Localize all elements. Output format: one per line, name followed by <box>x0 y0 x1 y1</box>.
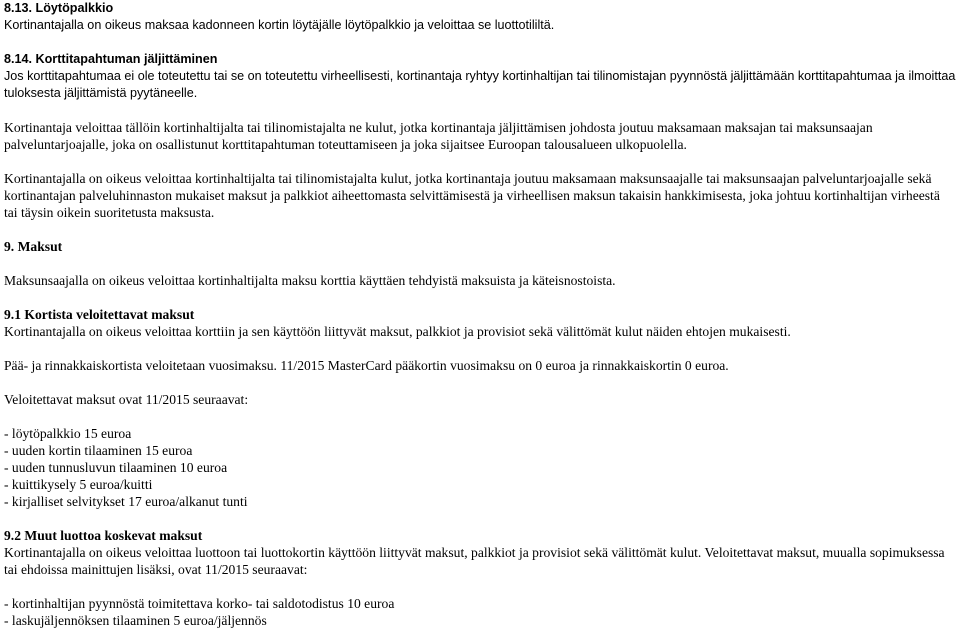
paragraph: Maksunsaajalla on oikeus veloittaa kortinhaltijalta maksu korttia käyttäen tehdyistä maksuista ja käteisnostoista. <box>4 273 616 288</box>
spacer <box>4 408 956 425</box>
section-9-1 <box>4 306 956 510</box>
paragraph: Kortinantajalla on oikeus veloittaa kortinhaltijalta tai tilinomistajalta kulut, jotka kortinantaja joutuu maksamaan maksunsaajalle tai maksunsaajan palveluntarjoajalle sekä kortinantajan palveluhinnaston mukaiset maksut ja palkkiot aiheettomasta selvittämisestä ja virheellisen maksun takaisin hankkimisesta, joka johtuu kortinhaltijan virheestä tai täysin oikein suoritetusta maksusta. <box>4 171 940 220</box>
list-item: - uuden kortin tilaaminen 15 euroa <box>4 443 193 458</box>
paragraph: Kortinantaja veloittaa tällöin kortinhaltijalta tai tilinomistajalta ne kulut, jotka kortinantaja jäljittämisen johdosta joutuu maksamaan maksajan tai maksunsaajan palveluntarjoajalle, joka on osallistunut korttitapahtuman toteuttamiseen ja joka sijaitsee Euroopan talousalueen ulkopuolella. <box>4 120 873 152</box>
section-heading: 9.2 Muut luottoa koskevat maksut <box>4 528 203 543</box>
paragraph: Veloitettavat maksut ovat 11/2015 seuraavat: <box>4 392 249 407</box>
section-text: Jos korttitapahtumaa ei ole toteutettu tai se on toteutettu virheellisesti, kortinantaja ryhtyy kortinhaltijan tai tilinomistajan pyynnöstä jäljittämään korttitapahtumaa ja ilmoittaa tuloksesta jäljittämistä pyytäneelle. <box>4 69 956 100</box>
paragraph: Pää- ja rinnakkaiskortista veloitetaan vuosimaksu. 11/2015 MasterCard pääkortin vuosimaksu on 0 euroa ja rinnakkaiskortin 0 euroa. <box>4 358 729 373</box>
spacer <box>4 102 956 119</box>
section-text: Kortinantajalla on oikeus maksaa kadonneen kortin löytäjälle löytöpalkkio ja veloittaa se luottotililtä. <box>4 18 555 32</box>
spacer <box>4 510 956 527</box>
spacer <box>4 289 956 306</box>
section-8-14 <box>4 51 956 221</box>
spacer <box>4 255 956 272</box>
spacer <box>4 340 956 357</box>
paragraph: Kortinantajalla on oikeus veloittaa luottoon tai luottokortin käyttöön liittyvät maksut, palkkiot ja provisiot sekä välittömät kulut. Veloitettavat maksut, muualla sopimuksessa tai ehdoissa mainittujen lisäksi, ovat 11/2015 seuraavat: <box>4 545 945 577</box>
fee-list <box>4 425 956 510</box>
spacer <box>4 221 956 238</box>
section-heading: 8.13. Löytöpalkkio <box>4 1 114 15</box>
spacer <box>4 374 956 391</box>
list-item: - laskujäljennöksen tilaaminen 5 euroa/jäljennös <box>4 613 267 628</box>
section-8-13 <box>4 0 956 34</box>
list-item: - kortinhaltijan pyynnöstä toimitettava korko- tai saldotodistus 10 euroa <box>4 596 395 611</box>
section-heading: 8.14. Korttitapahtuman jäljittäminen <box>4 52 218 66</box>
section-9-2 <box>4 527 956 629</box>
section-heading: 9.1 Kortista veloitettavat maksut <box>4 307 195 322</box>
spacer <box>4 34 956 51</box>
list-item: - uuden tunnusluvun tilaaminen 10 euroa <box>4 460 228 475</box>
section-heading: 9. Maksut <box>4 239 63 254</box>
fee-list <box>4 595 956 629</box>
paragraph: Kortinantajalla on oikeus veloittaa korttiin ja sen käyttöön liittyvät maksut, palkkiot ja provisiot sekä välittömät kulut näiden ehtojen mukaisesti. <box>4 324 791 339</box>
list-item: - kuittikysely 5 euroa/kuitti <box>4 477 153 492</box>
spacer <box>4 578 956 595</box>
list-item: - löytöpalkkio 15 euroa <box>4 426 132 441</box>
spacer <box>4 153 956 170</box>
list-item: - kirjalliset selvitykset 17 euroa/alkanut tunti <box>4 494 248 509</box>
section-9 <box>4 238 956 289</box>
